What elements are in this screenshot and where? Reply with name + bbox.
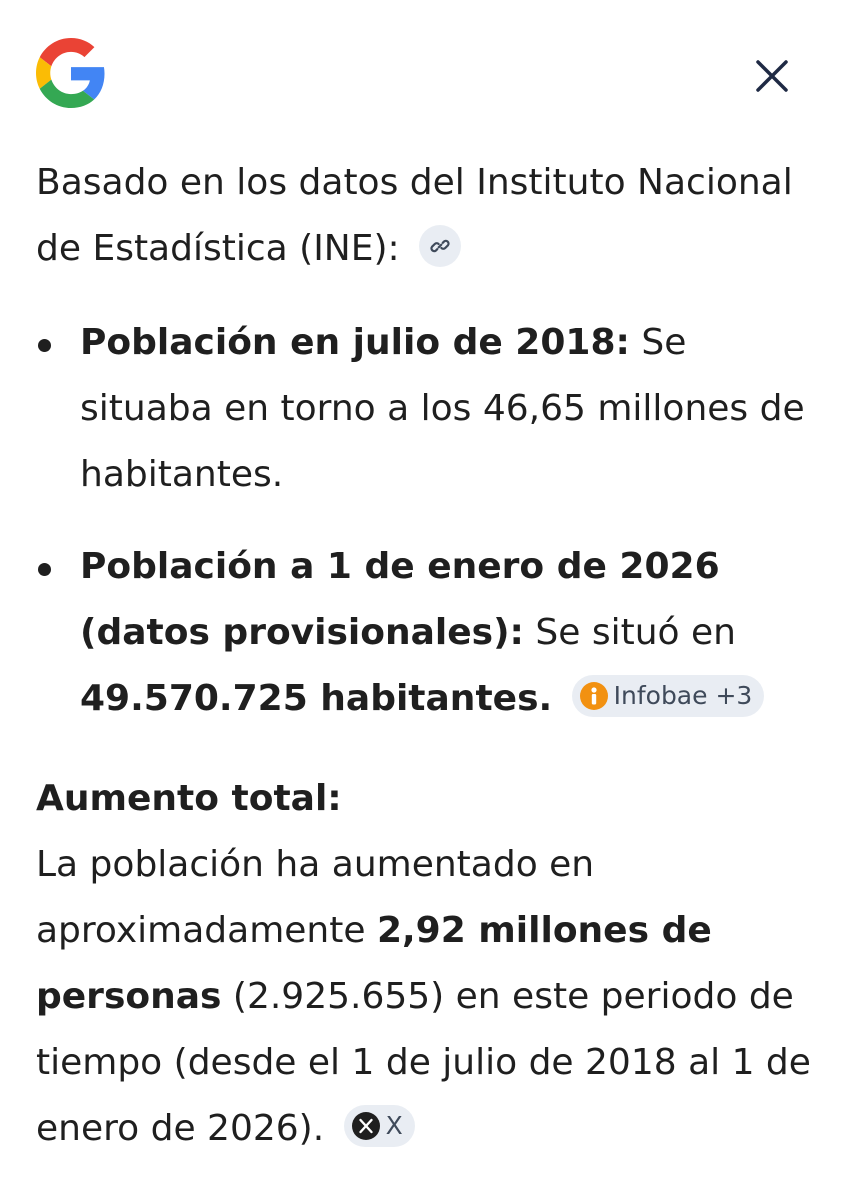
- x-logo-icon: [352, 1112, 380, 1140]
- link-icon: [429, 235, 451, 257]
- source-link-button[interactable]: [419, 225, 461, 267]
- close-icon: [754, 58, 790, 94]
- bullet-text: Se situaba en torno a los 46,65 millones de habitantes.: [80, 322, 805, 495]
- population-bullet-list: [36, 310, 816, 732]
- increase-bold: 2,92 millones de personas: [36, 910, 712, 1017]
- overview-header: [0, 0, 855, 140]
- source-chip-infobae[interactable]: [572, 675, 765, 717]
- increase-paragraph: [36, 832, 816, 1162]
- intro-paragraph: [36, 150, 816, 282]
- increase-heading: Aumento total:: [36, 778, 342, 819]
- source-chip-label: Infobae +3: [613, 681, 753, 710]
- ai-overview-content: [36, 150, 816, 1162]
- bullet-text: Se situó en: [523, 612, 736, 653]
- bullet-label: Población en julio de 2018:: [80, 322, 630, 363]
- bullet-label: Población a 1 de enero de 2026 (datos provisionales):: [80, 546, 720, 653]
- google-g-logo-icon: [36, 38, 106, 108]
- source-chip-x[interactable]: [344, 1105, 415, 1147]
- increase-text-1: La población ha aumentado en aproximadamente: [36, 844, 595, 951]
- list-item: [36, 534, 816, 732]
- intro-text: Basado en los datos del Instituto Nacional de Estadística (INE):: [36, 162, 793, 269]
- close-button[interactable]: [748, 52, 796, 100]
- infobae-icon: [580, 682, 608, 710]
- source-chip-label: X: [385, 1111, 403, 1140]
- list-item: [36, 310, 816, 508]
- bullet-bold-value: 49.570.725 habitantes.: [80, 678, 553, 719]
- increase-text-2: (2.925.655) en este periodo de tiempo (desde el 1 de julio de 2018 al 1 de enero de 2026).: [36, 976, 811, 1149]
